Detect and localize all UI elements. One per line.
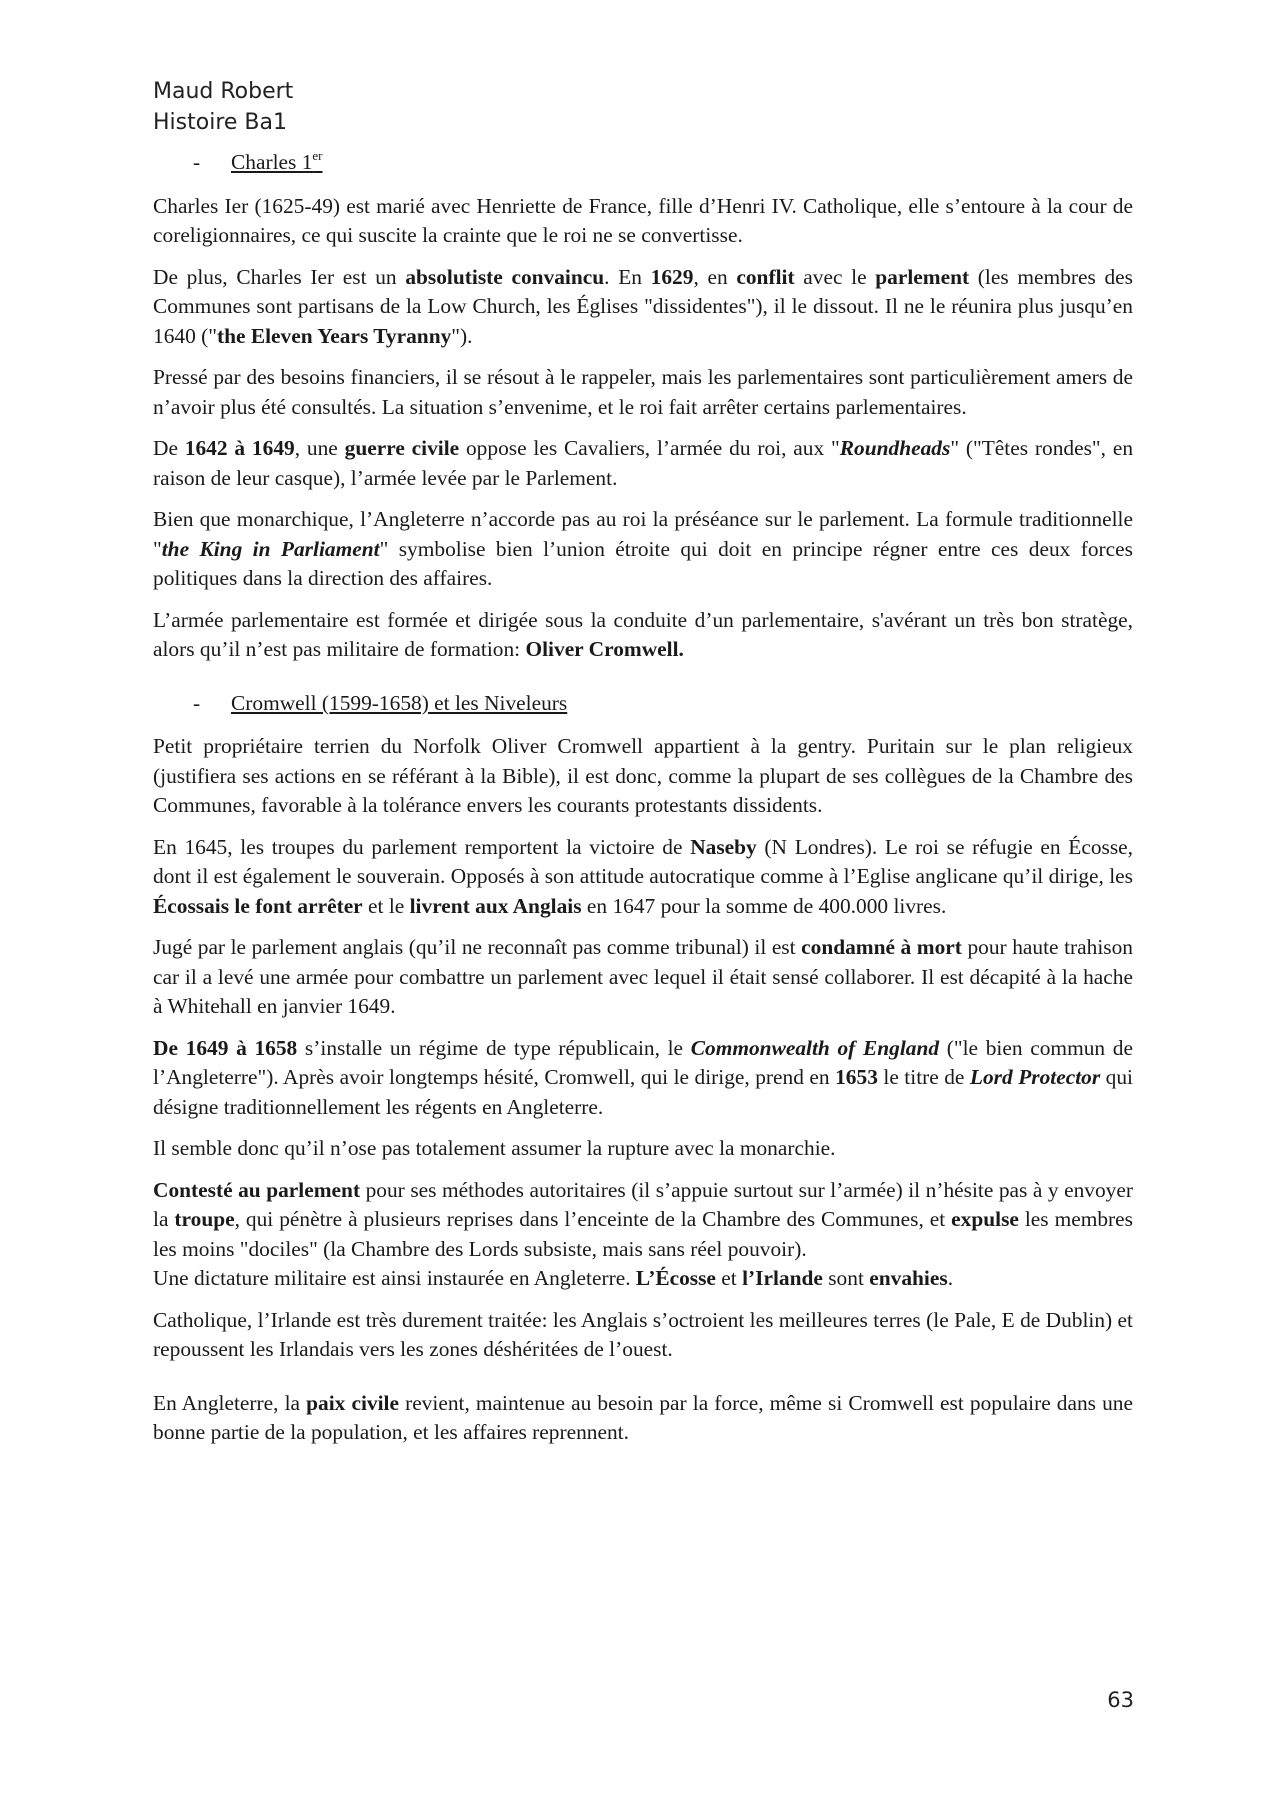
paragraph: De plus, Charles Ier est un absolutiste convaincu. En 1629, en conflit avec le parlement (les membres des Communes sont partisans de la Low Church, les Églises "dissidentes"), il le dissout. Il ne le réunira plus jusqu’en 1640 ("the Eleven Years Tyranny").: [153, 264, 1133, 348]
paragraph: Jugé par le parlement anglais (qu’il ne reconnaît pas comme tribunal) il est condamné à mort pour haute trahison car il a levé une armée pour combattre un parlement avec lequel il était sensé collaborer. Il est décapité à la hache à Whitehall en janvier 1649.: [153, 935, 1133, 1018]
document-body: [153, 148, 1133, 1460]
section-heading-cromwell: [153, 689, 1133, 719]
spacer: [153, 677, 1133, 689]
section-title: [231, 148, 323, 178]
spacer: [153, 1377, 1133, 1389]
paragraph: Catholique, l’Irlande est très durement traitée: les Anglais s’octroient les meilleures terres (le Pale, E de Dublin) et repoussent les Irlandais vers les zones déshéritées de l’ouest.: [153, 1307, 1133, 1361]
paragraph: Il semble donc qu’il n’ose pas totalement assumer la rupture avec la monarchie.: [153, 1136, 836, 1160]
bullet-dash: -: [193, 690, 201, 715]
paragraph: De 1642 à 1649, une guerre civile oppose les Cavaliers, l’armée du roi, aux "Roundheads" ("Têtes rondes", en raison de leur casque), l’armée levée par le Parlement.: [153, 436, 1134, 490]
paragraph: Bien que monarchique, l’Angleterre n’accorde pas au roi la préséance sur le parlement. La formule traditionnelle "the King in Parliament" symbolise bien l’union étroite qui doit en principe régner entre ces deux forces politiques dans la direction des affaires.: [153, 507, 1133, 590]
page-header: [153, 76, 293, 138]
section-heading-charles: [153, 148, 1133, 178]
bullet-dash: -: [193, 150, 201, 174]
paragraph: Petit propriétaire terrien du Norfolk Oliver Cromwell appartient à la gentry. Puritain sur le plan religieux (justifiera ses actions en se référant à la Bible), il est donc, comme la plupart de ses collègues de la Chambre des Communes, favorable à la tolérance envers les courants protestants dissidents.: [153, 734, 1133, 817]
section-title: Cromwell (1599-1658) et les Niveleurs: [231, 690, 568, 715]
page-number: 63: [1107, 1688, 1134, 1712]
section-title-text: Charles 1: [231, 150, 313, 174]
course-name: Histoire Ba1: [153, 110, 287, 135]
paragraph: En 1645, les troupes du parlement remportent la victoire de Naseby (N Londres). Le roi se réfugie en Écosse, dont il est également le souverain. Opposés à son attitude autocratique comme à l’Eglise anglicane qu’il dirige, les Écossais le font arrêter et le livrent aux Anglais en 1647 pour la somme de 400.000 livres.: [153, 834, 1133, 918]
paragraph: Contesté au parlement pour ses méthodes autoritaires (il s’appuie surtout sur l’armée) il n’hésite pas à y envoyer la troupe, qui pénètre à plusieurs reprises dans l’enceinte de la Chambre des Communes, et expulse les membres les moins "dociles" (la Chambre des Lords subsiste, mais sans réel pouvoir). Une dictature militaire est ainsi instaurée en Angleterre. L’Écosse et l’Irlande sont envahies.: [153, 1177, 1133, 1290]
paragraph: En Angleterre, la paix civile revient, maintenue au besoin par la force, même si Cromwell est populaire dans une bonne partie de la population, et les affaires reprennent.: [153, 1390, 1133, 1444]
paragraph: L’armée parlementaire est formée et dirigée sous la conduite d’un parlementaire, s'avérant un très bon stratège, alors qu’il n’est pas militaire de formation: Oliver Cromwell.: [153, 607, 1133, 661]
superscript: er: [312, 148, 323, 163]
paragraph: Pressé par des besoins financiers, il se résout à le rappeler, mais les parlementaires sont particulièrement amers de n’avoir plus été consultés. La situation s’envenime, et le roi fait arrêter certains parlementaires.: [153, 365, 1133, 419]
paragraph: De 1649 à 1658 s’installe un régime de type républicain, le Commonwealth of England ("le bien commun de l’Angleterre"). Après avoir longtemps hésité, Cromwell, qui le dirige, prend en 1653 le titre de Lord Protector qui désigne traditionnellement les régents en Angleterre.: [153, 1035, 1133, 1119]
paragraph: Charles Ier (1625-49) est marié avec Henriette de France, fille d’Henri IV. Catholique, elle s’entoure à la cour de coreligionnaires, ce qui suscite la crainte que le roi ne se convertisse.: [153, 193, 1133, 247]
author-name: Maud Robert: [153, 79, 294, 104]
